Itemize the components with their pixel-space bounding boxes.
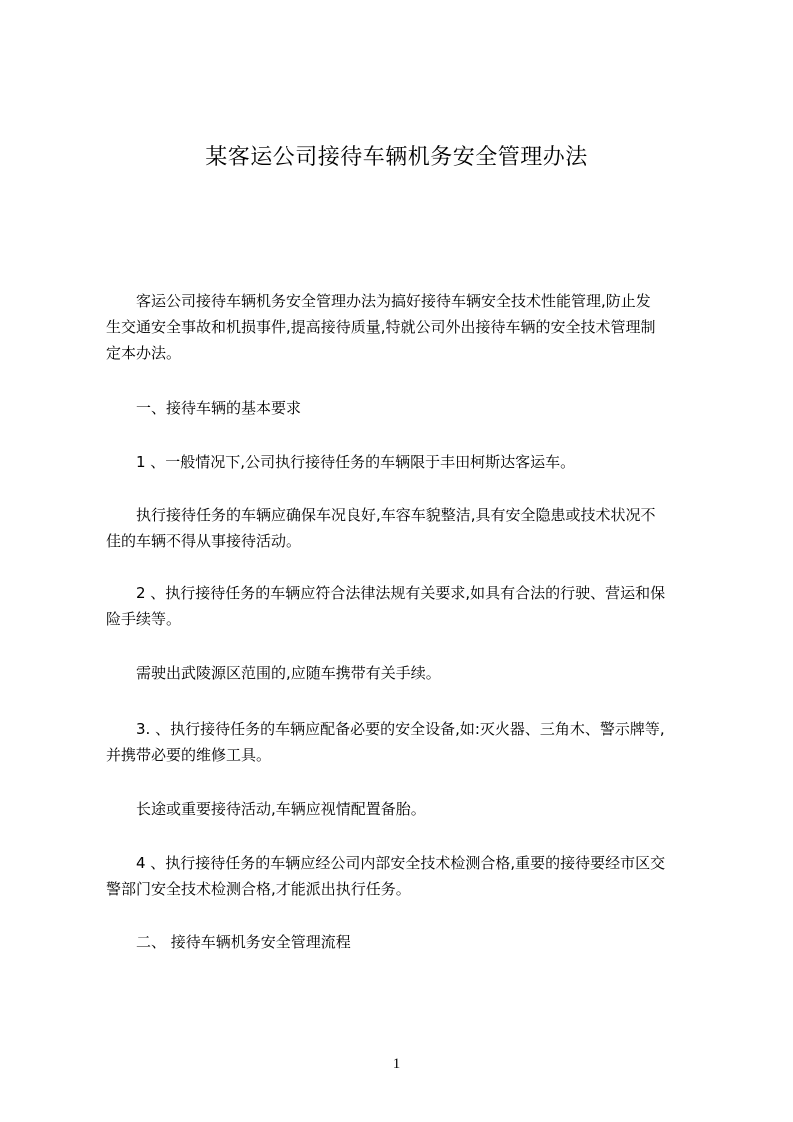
paragraph-line: 定本办法。 (106, 344, 182, 362)
paragraph-item-4 (106, 850, 710, 902)
paragraph-line: 需驶出武陵源区范围的,应随车携带有关手续。 (136, 664, 441, 682)
paragraph-item-2 (106, 580, 710, 632)
paragraph-line: 生交通安全事故和机损事件,提高接待质量,特就公司外出接待车辆的安全技术管理制 (106, 318, 656, 336)
paragraph-line: 一、接待车辆的基本要求 (136, 399, 302, 417)
paragraph-line: 执行接待任务的车辆应确保车况良好,车容车貌整洁,具有安全隐患或技术状况不 (136, 506, 656, 524)
paragraph-line: 2 、执行接待任务的车辆应符合法律法规有关要求,如具有合法的行驶、营运和保 (136, 584, 666, 602)
paragraph-line: 警部门安全技术检测合格,才能派出执行任务。 (106, 880, 411, 898)
paragraph-line: 长途或重要接待活动,车辆应视情配置备胎。 (136, 800, 426, 818)
paragraph-line: 客运公司接待车辆机务安全管理办法为搞好接待车辆安全技术性能管理,防止发 (136, 292, 651, 310)
paragraph-line: 并携带必要的维修工具。 (106, 746, 272, 764)
paragraph-intro (106, 288, 710, 366)
paragraph-item-3-detail (106, 796, 710, 822)
paragraph-line: 1 、一般情况下,公司执行接待任务的车辆限于丰田柯斯达客运车。 (136, 453, 576, 471)
paragraph-line: 3. 、执行接待任务的车辆应配备必要的安全设备,如:灭火器、三角木、警示牌等, (136, 720, 665, 738)
paragraph-item-3 (106, 716, 710, 768)
section-heading-1 (106, 395, 710, 421)
paragraph-line: 佳的车辆不得从事接待活动。 (106, 532, 302, 550)
section-heading-2 (106, 929, 710, 955)
paragraph-line: 险手续等。 (106, 610, 182, 628)
paragraph-line: 二、 接待车辆机务安全管理流程 (136, 933, 351, 951)
page-number: 1 (392, 1056, 401, 1072)
paragraph-item-2-detail (106, 660, 710, 686)
paragraph-line: 4 、执行接待任务的车辆应经公司内部安全技术检测合格,重要的接待要经市区交 (136, 854, 666, 872)
paragraph-item-1 (106, 449, 710, 475)
paragraph-item-1-detail (106, 502, 710, 554)
document-title: 某客运公司接待车辆机务安全管理办法 (205, 145, 588, 170)
